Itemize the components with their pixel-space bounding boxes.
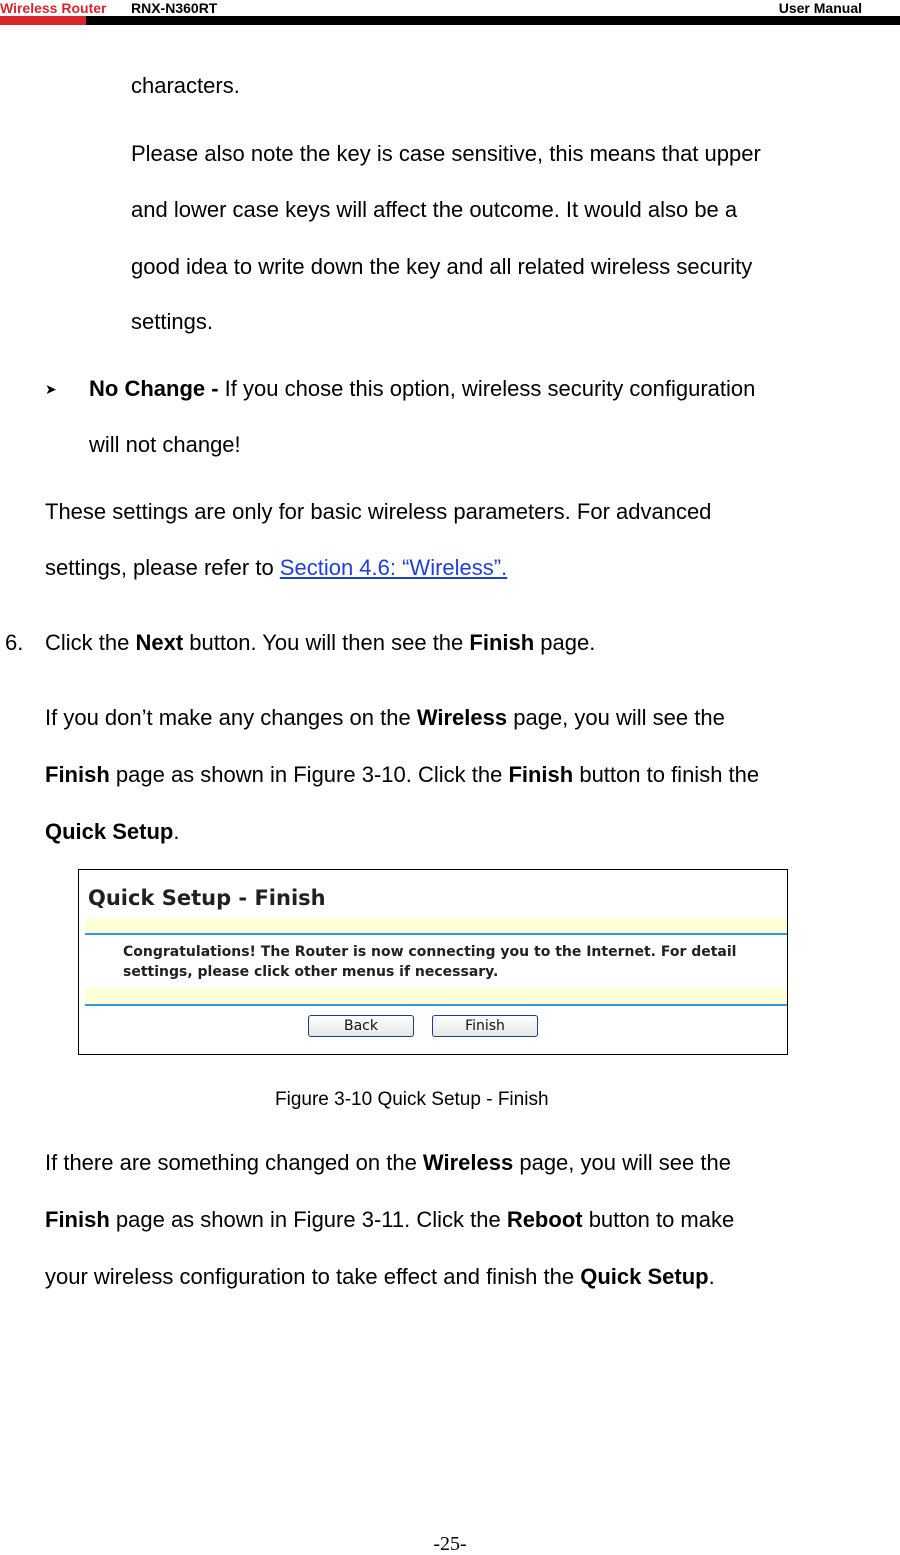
paragraph-line	[45, 1264, 715, 1290]
section-link[interactable]: Section 4.6: “Wireless”.	[279, 555, 508, 580]
bold-part: Quick Setup	[45, 819, 174, 844]
back-button[interactable]: Back	[308, 1015, 414, 1037]
paragraph-line: These settings are only for basic wireless parameters. For advanced	[45, 499, 712, 524]
text-part: .	[173, 819, 180, 844]
text-part: page, you will see the	[507, 705, 725, 730]
paragraph-line	[45, 555, 507, 581]
text-line: settings.	[131, 309, 213, 334]
paragraph-line	[45, 819, 179, 845]
text-line: and lower case keys will affect the outcome. It would also be a	[131, 197, 738, 222]
text-part: button to finish the	[573, 762, 760, 787]
bold-part: Reboot	[506, 1207, 583, 1232]
text-line: good idea to write down the key and all related wireless security	[131, 254, 753, 279]
bold-part: Finish	[45, 762, 110, 787]
step-text-part: page.	[534, 630, 596, 655]
step-text	[45, 630, 595, 656]
paragraph-line	[45, 705, 725, 731]
header-black-bar	[86, 16, 900, 25]
text-part: page, you will see the	[513, 1150, 731, 1175]
paragraph-line	[45, 1150, 731, 1176]
figure-message	[123, 942, 736, 982]
quick-setup-finish-figure	[78, 869, 788, 1055]
text-part: button to make	[582, 1207, 735, 1232]
bullet-bold-label: No Change -	[89, 376, 219, 401]
header-model: RNX-N360RT	[131, 0, 218, 16]
step-text-part: Click the	[45, 630, 136, 655]
step-finish-bold: Finish	[469, 630, 535, 655]
figure-message-line: Congratulations! The Router is now connecting you to the Internet. For detail	[123, 944, 737, 960]
figure-footer-band	[85, 988, 787, 1006]
figure-header-band	[85, 918, 787, 935]
figure-message-line: settings, please click other menus if necessary.	[123, 964, 499, 980]
bullet-text: If you chose this option, wireless security configuration	[218, 376, 756, 401]
header-red-bar	[0, 16, 86, 25]
bullet-arrow-icon: ➤	[45, 381, 57, 397]
bold-part: Wireless	[416, 705, 508, 730]
header-manual-title: User Manual	[778, 0, 862, 16]
text-part: page as shown in Figure 3-10. Click the	[109, 762, 509, 787]
figure-caption: Figure 3-10 Quick Setup - Finish	[275, 1089, 549, 1110]
bullet-text-cont: will not change!	[89, 432, 241, 457]
text-line: Please also note the key is case sensitive, this means that upper	[131, 141, 761, 166]
text-part: your wireless configuration to take effect and finish the	[45, 1264, 581, 1289]
bullet-no-change	[89, 376, 755, 402]
bold-part: Finish	[45, 1207, 110, 1232]
paragraph-text: settings, please refer to	[45, 555, 280, 580]
figure-title: Quick Setup - Finish	[88, 886, 326, 910]
page-header	[0, 0, 900, 26]
bold-part: Wireless	[422, 1150, 514, 1175]
bold-part: Finish	[508, 762, 574, 787]
text-line: characters.	[131, 73, 240, 98]
page-number: -25-	[433, 1533, 467, 1555]
text-part: If there are something changed on the	[45, 1150, 423, 1175]
paragraph-line	[45, 762, 759, 788]
step-number: 6.	[5, 630, 24, 655]
step-next-bold: Next	[135, 630, 184, 655]
text-part: .	[708, 1264, 715, 1289]
text-part: page as shown in Figure 3-11. Click the	[109, 1207, 507, 1232]
bold-part: Quick Setup	[580, 1264, 709, 1289]
step-text-part: button. You will then see the	[183, 630, 470, 655]
header-brand: Wireless Router	[0, 0, 107, 16]
finish-button[interactable]: Finish	[432, 1015, 538, 1037]
text-part: If you don’t make any changes on the	[45, 705, 417, 730]
paragraph-line	[45, 1207, 734, 1233]
